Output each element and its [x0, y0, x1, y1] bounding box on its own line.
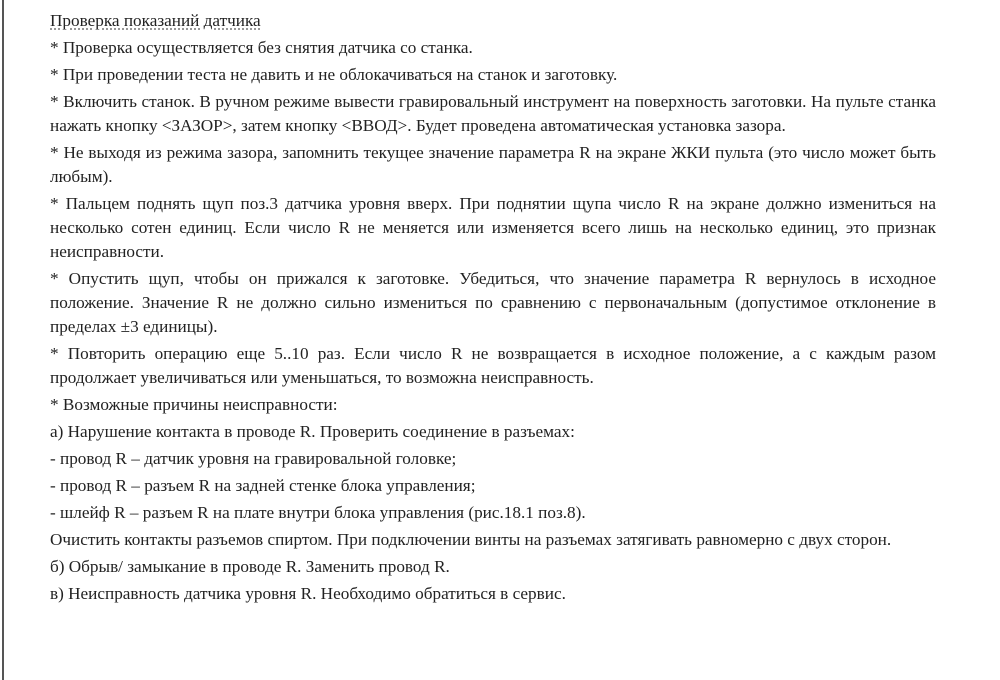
paragraph: * Повторить операцию еще 5..10 раз. Если число R не возвращается в исходное положение, а с каждым разом продолжает увеличиваться или уменьшаться, то возможна неисправность.	[50, 344, 936, 387]
page-border	[2, 0, 4, 680]
paragraph: * При проведении теста не давить и не облокачиваться на станок и заготовку.	[50, 65, 618, 84]
paragraph: * Возможные причины неисправности:	[50, 395, 338, 414]
list-item: - шлейф R – разъем R на плате внутри блока управления (рис.18.1 поз.8).	[50, 503, 586, 522]
document-body	[50, 9, 936, 609]
document-title: Проверка показаний датчика	[50, 11, 261, 30]
paragraph: а) Нарушение контакта в проводе R. Проверить соединение в разъемах:	[50, 422, 575, 441]
list-item: - провод R – датчик уровня на гравировальной головке;	[50, 449, 457, 468]
paragraph: Очистить контакты разъемов спиртом. При подключении винты на разъемах затягивать равномерно с двух сторон.	[50, 530, 892, 549]
paragraph: * Включить станок. В ручном режиме вывести гравировальный инструмент на поверхность заготовки. На пульте станка нажать кнопку <ЗАЗОР>, затем кнопку <ВВОД>. Будет проведена автоматическая установка зазора.	[50, 92, 936, 135]
paragraph: б) Обрыв/ замыкание в проводе R. Заменить провод R.	[50, 557, 450, 576]
paragraph: * Проверка осуществляется без снятия датчика со станка.	[50, 38, 473, 57]
paragraph: * Пальцем поднять щуп поз.3 датчика уровня вверх. При поднятии щупа число R на экране должно измениться на несколько сотен единиц. Если число R не меняется или изменяется всего лишь на несколько единиц, это признак неисправности.	[50, 194, 936, 261]
paragraph: * Не выходя из режима зазора, запомнить текущее значение параметра R на экране ЖКИ пульта (это число может быть любым).	[50, 143, 936, 186]
paragraph: в) Неисправность датчика уровня R. Необходимо обратиться в сервис.	[50, 584, 566, 603]
paragraph: * Опустить щуп, чтобы он прижался к заготовке. Убедиться, что значение параметра R вернулось в исходное положение. Значение R не должно сильно измениться по сравнению с первоначальным (допустимое отклонение в пределах ±3 единицы).	[50, 269, 936, 336]
list-item: - провод R – разъем R на задней стенке блока управления;	[50, 476, 476, 495]
